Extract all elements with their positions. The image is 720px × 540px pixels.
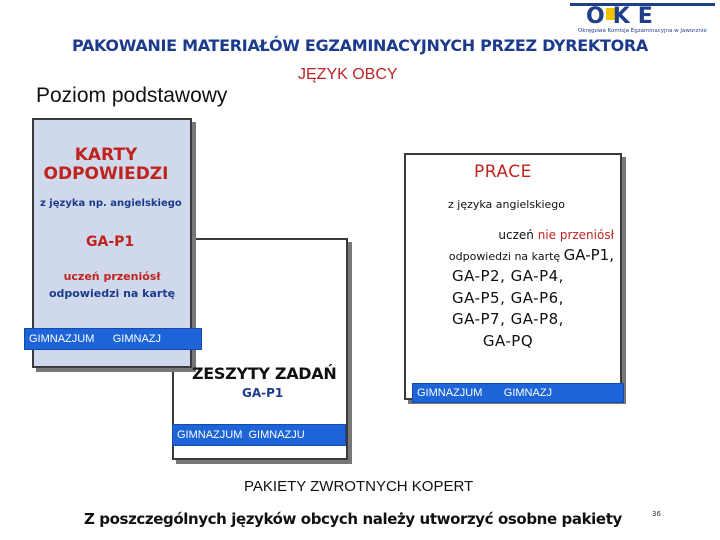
works-code-first: GA-P1, (563, 246, 614, 264)
return-envelopes-label: PAKIETY ZWROTNYCH KOPERT (244, 478, 474, 495)
zeszyty-heading: ZESZYTY ZADAŃ (192, 364, 337, 383)
cards-subtitle: z języka np. angielskiego (40, 198, 182, 209)
works-student-prefix: uczeń (498, 228, 538, 242)
page-title: PAKOWANIE MATERIAŁÓW EGZAMINACYJNYCH PRZEZ DYREKTORA (72, 36, 648, 55)
oke-logo: OKE (586, 4, 661, 29)
cards-note (34, 268, 190, 302)
works-code-line: GA-P7, GA-P8, (452, 310, 564, 328)
cards-strip: GIMNAZJUM GIMNAZJ (24, 328, 202, 350)
works-codes (416, 266, 600, 352)
works-answers-text: odpowiedzi na kartę (448, 250, 564, 263)
works-code-line: GA-P5, GA-P6, (452, 288, 564, 307)
language-label: JĘZYK OBCY (298, 66, 398, 83)
level-label: Poziom podstawowy (36, 84, 228, 107)
zeszyty-code: GA-P1 (242, 386, 284, 400)
logo-subtitle: Okręgowa Komisja Egzaminacyjna w Jaworznie (578, 28, 707, 34)
zeszyty-strip: GIMNAZJUM GIMNAZJU (172, 424, 346, 446)
page-number: 36 (652, 510, 661, 518)
works-strip: GIMNAZJUM GIMNAZJ (412, 383, 624, 403)
cards-note-line2: odpowiedzi na kartę (48, 287, 176, 300)
cards-heading-line2: ODPOWIEDZI (43, 164, 169, 184)
works-not-transferred: nie przeniósł (537, 228, 614, 242)
works-answers-line (410, 246, 614, 264)
cards-code: GA-P1 (86, 234, 135, 250)
cards-heading-line1: KARTY (74, 145, 138, 165)
cards-note-line1: uczeń przeniósł (63, 270, 161, 283)
footer-note: Z poszczególnych języków obcych należy utworzyć osobne pakiety (84, 510, 622, 528)
works-heading: PRACE (474, 162, 532, 182)
works-student-line (430, 228, 614, 242)
works-code-line: GA-PQ (482, 331, 534, 350)
works-subtitle: z języka angielskiego (448, 198, 566, 211)
works-code-line: GA-P2, GA-P4, (452, 267, 564, 285)
cards-heading (36, 146, 176, 184)
